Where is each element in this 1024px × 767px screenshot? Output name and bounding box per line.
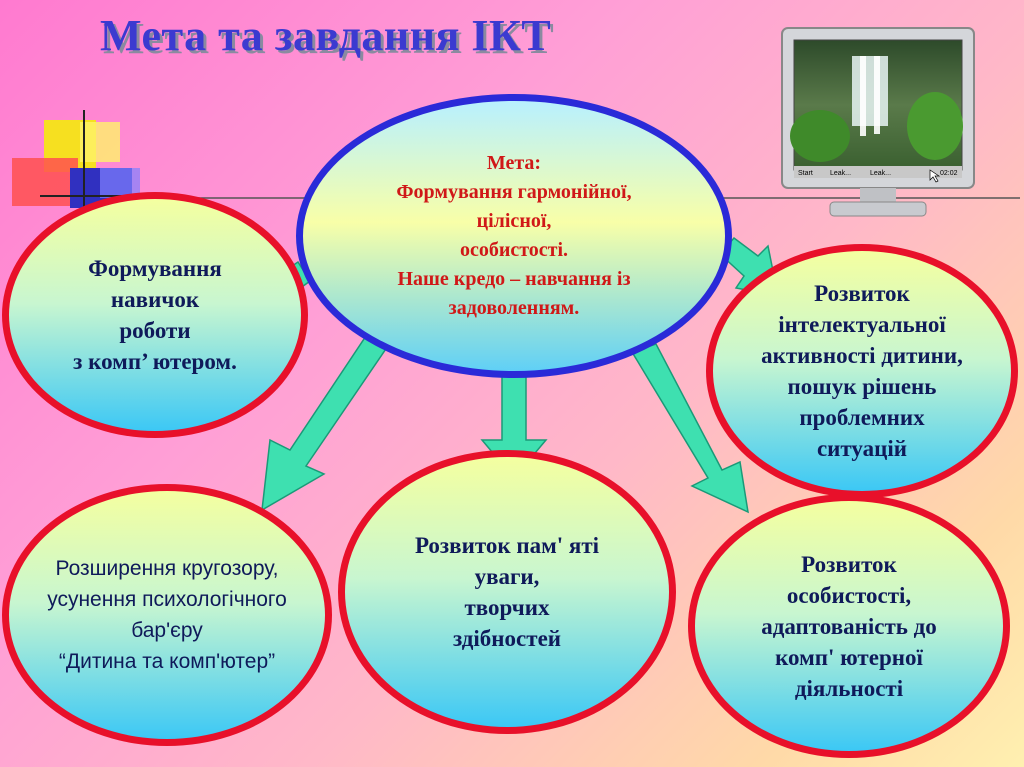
node-intellectual-activity [706,244,1018,498]
node-personality-text: Розвиток особистості, адаптованість до комп' ютерної діяльності [761,551,937,701]
taskbar-task-1: Leak... [830,170,852,177]
page-title: Мета та завдання ІКТ [100,11,552,60]
goal-text: Мета: Формування гармонійної, цілісної, особистості. Наше кредо – навчання із задоволенням. [396,152,632,319]
node-memory-attention-text: Розвиток пам' яті уваги, творчих здібностей [414,533,600,651]
taskbar-task-2: Leak... [870,170,892,177]
node-horizon [2,484,332,746]
node-computer-skills-text: Формування навичок роботи з комп’ ютером. [73,256,237,374]
node-horizon-text: Розширення кругозору, усунення психологічного бар'єру “Дитина та комп'ютер” [47,557,287,673]
taskbar-start: Start [798,170,813,177]
node-memory-attention [338,450,676,734]
goal-ellipse [296,94,732,378]
taskbar-clock: 02:02 [940,170,958,177]
node-computer-skills [2,192,308,438]
node-intellectual-activity-text: Розвиток інтелектуальної активності дитини, пошук рішень проблемних ситуацій [761,281,963,461]
node-personality [688,494,1010,758]
